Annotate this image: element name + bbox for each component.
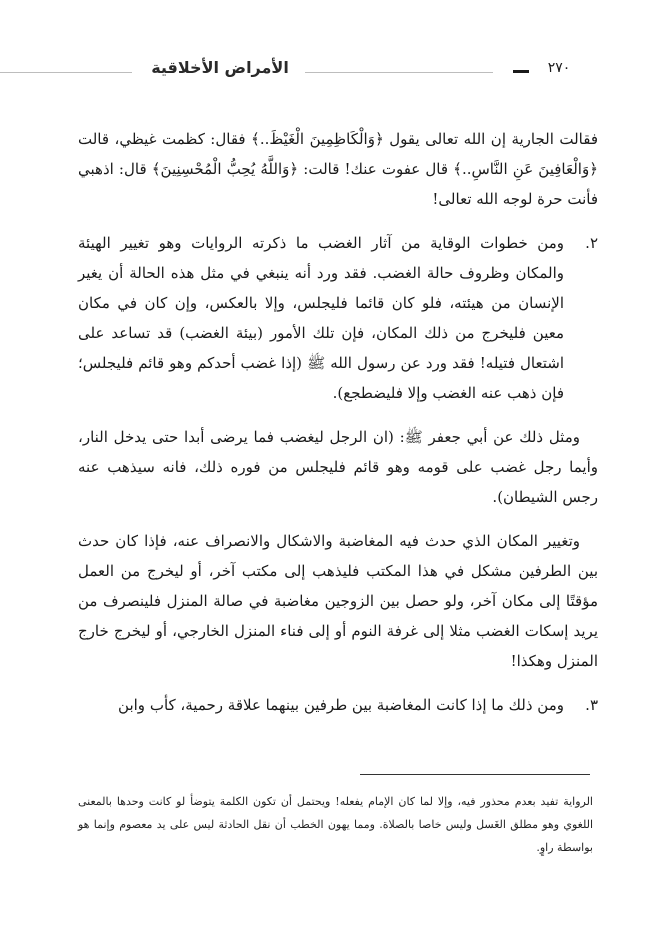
numbered-item-3 (78, 690, 598, 720)
numbered-item-2 (78, 228, 598, 408)
item-number: ٣. (585, 696, 598, 714)
footnote-separator (360, 774, 590, 775)
header-rule-left (0, 72, 132, 73)
running-header (0, 58, 669, 84)
main-text (78, 124, 598, 734)
footnote-text: الرواية تفيد بعدم محذور فيه، وإلا لما كان الإمام يفعله! ويحتمل أن تكون الكلمة يتوضأ لو كانت وحدها بالمعنى اللغوي وهو مطلق الغَسل وليس خاصا بالصلاة. ومما يهون الخطب أن نقل الحادثة ليس على يد معصوم وإنما هو بواسطة راوٍ. (78, 795, 593, 854)
paragraph-3: ومثل ذلك عن أبي جعفر ﷺ: (ان الرجل ليغضب فما يرضى أبدا حتى يدخل النار، وأيما رجل غضب على قومه وهو قائم فليجلس من فوره ذلك، فانه سيذهب عنه رجس الشيطان). (78, 428, 598, 506)
item-text: ومن ذلك ما إذا كانت المغاضبة بين طرفين بينهما علاقة رحمية، كأب وابن (118, 696, 564, 714)
paragraph-4: وتغيير المكان الذي حدث فيه المغاضبة والاشكال والانصراف عنه، فإذا كان حدث بين الطرفين مشكل في هذا المكتب فليذهب إلى مكتب آخر، أو ليخرج من العمل مؤقتًا إلى مكان آخر، ولو حصل بين الزوجين مغاضبة في صالة المنزل فلينصرف من يريد إسكات الغضب مثلا إلى غرفة النوم أو إلى فناء المنزل الخارجي، أو ليخرج خارج المنزل وهكذا! (78, 532, 598, 670)
item-number: ٢. (585, 234, 598, 252)
footnote (78, 790, 593, 859)
paragraph-1: فقالت الجارية إن الله تعالى يقول ﴿وَالْكَاظِمِينَ الْغَيْظَ..﴾ فقال: كظمت غيظي، قالت ﴿وَالْعَافِينَ عَنِ النَّاسِ..﴾ قال عفوت عنك! قالت: ﴿وَاللَّهُ يُحِبُّ الْمُحْسِنِينَ﴾ قال: اذهبي فأنت حرة لوجه الله تعالى! (78, 130, 598, 208)
chapter-title: الأمراض الأخلاقية (151, 58, 289, 77)
item-text: ومن خطوات الوقاية من آثار الغضب ما ذكرته الروايات وهو تغيير الهيئة والمكان وظروف حالة الغضب. فقد ورد أنه ينبغي في مثل هذه الحالة أن يغير الإنسان من هيئته، فلو كان قائما فليجلس، وإلا بالعكس، وإن كان في مكان معين فليخرج من ذلك المكان، فإن تلك الأمور (بيئة الغضب) قد تساعد على اشتعال فتيله! فقد ورد عن رسول الله ﷺ (إذا غضب أحدكم وهو قائم فليجلس؛ فإن ذهب عنه الغضب وإلا فليضطجع). (78, 234, 565, 402)
header-rule-right (305, 72, 493, 73)
page-number: ٢٧٠ (547, 60, 571, 76)
header-dash (513, 70, 529, 73)
